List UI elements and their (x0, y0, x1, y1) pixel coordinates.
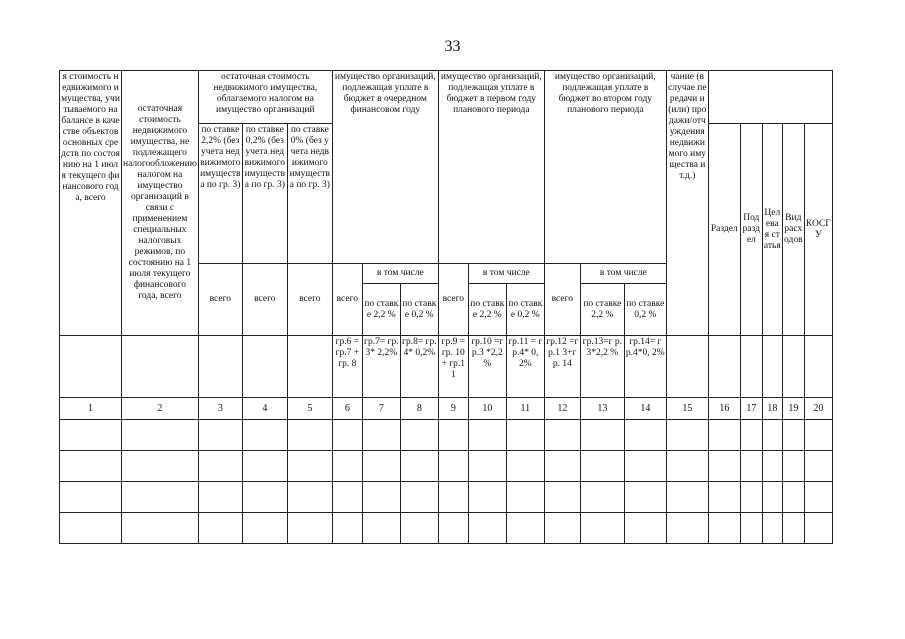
table-row (60, 513, 833, 544)
table-cell[interactable] (544, 420, 580, 451)
header-stavka-7: по ставке 2,2 % (362, 284, 400, 336)
header-v-tom-chisle-12: в том числе (580, 264, 666, 284)
table-cell[interactable] (468, 451, 506, 482)
table-cell[interactable] (242, 420, 287, 451)
table-cell[interactable] (666, 482, 708, 513)
table-cell[interactable] (762, 451, 782, 482)
formula-blank-4 (242, 336, 287, 398)
header-stavka-10: по ставке 2,2 % (468, 284, 506, 336)
formula-blank-18 (762, 336, 782, 398)
table-cell[interactable] (60, 513, 122, 544)
table-cell[interactable] (332, 420, 362, 451)
table-cell[interactable] (287, 513, 332, 544)
table-cell[interactable] (242, 451, 287, 482)
table-cell[interactable] (242, 482, 287, 513)
table-cell[interactable] (198, 482, 242, 513)
table-cell[interactable] (332, 513, 362, 544)
table-cell[interactable] (782, 513, 804, 544)
formula-gr7: гр.7= гр.3* 2,2% (362, 336, 400, 398)
formula-blank-3 (198, 336, 242, 398)
table-cell[interactable] (740, 513, 762, 544)
table-cell[interactable] (580, 451, 624, 482)
col-number-16: 16 (708, 398, 740, 420)
table-cell[interactable] (740, 482, 762, 513)
table-cell[interactable] (708, 482, 740, 513)
formula-blank-19 (782, 336, 804, 398)
formula-blank-16 (708, 336, 740, 398)
property-tax-table (59, 70, 833, 544)
column-number-row (60, 398, 833, 420)
table-cell[interactable] (506, 420, 544, 451)
table-cell[interactable] (438, 420, 468, 451)
header-col19: Вид расходов (782, 124, 804, 336)
table-cell[interactable] (762, 482, 782, 513)
table-cell[interactable] (362, 482, 400, 513)
table-cell[interactable] (287, 420, 332, 451)
formula-blank-5 (287, 336, 332, 398)
header-col18: Целевая статья (762, 124, 782, 336)
table-cell[interactable] (287, 451, 332, 482)
table-cell[interactable] (60, 451, 122, 482)
col-number-13: 13 (580, 398, 624, 420)
header-vsego-3: всего (198, 264, 242, 336)
header-col17: Подраздел (740, 124, 762, 336)
header-vsego-4: всего (242, 264, 287, 336)
table-cell[interactable] (782, 451, 804, 482)
table-cell[interactable] (666, 513, 708, 544)
col-number-14: 14 (624, 398, 666, 420)
formula-blank-20 (804, 336, 832, 398)
header-group-3-5: остаточная стоимость недвижимого имущества, облагаемого налогом на имущество организаций (198, 71, 332, 124)
table-cell[interactable] (544, 513, 580, 544)
formula-blank-17 (740, 336, 762, 398)
header-vsego-12: всего (544, 264, 580, 336)
header-group-9-11: имущество организаций, подлежащая уплате в бюджет в первом году планового периода (438, 71, 544, 264)
table-cell[interactable] (624, 420, 666, 451)
header-stavka-11: по ставке 0,2 % (506, 284, 544, 336)
header-v-tom-chisle-9: в том числе (468, 264, 544, 284)
table-cell[interactable] (362, 420, 400, 451)
table-cell[interactable] (740, 451, 762, 482)
header-stavka-13: по ставке 2,2 % (580, 284, 624, 336)
formula-gr8: гр.8= гр.4* 0,2% (400, 336, 438, 398)
header-col15: чание (в случае передачи и (или) продажи/отчуждения недвижимого имущества и т.д.) (666, 71, 708, 336)
table-cell[interactable] (544, 451, 580, 482)
header-group-6-8: имущество организаций, подлежащая уплате в бюджет в очередном финансовом году (332, 71, 438, 264)
header-col16: Раздел (708, 124, 740, 336)
table-row (60, 482, 833, 513)
table-cell[interactable] (198, 451, 242, 482)
formula-gr9: гр.9 =гр. 10+ гр.1 1 (438, 336, 468, 398)
table-cell[interactable] (804, 451, 832, 482)
table-cell[interactable] (666, 420, 708, 451)
table-cell[interactable] (242, 513, 287, 544)
col-number-19: 19 (782, 398, 804, 420)
table-cell[interactable] (804, 513, 832, 544)
table-cell[interactable] (122, 420, 199, 451)
table-cell[interactable] (332, 482, 362, 513)
table-cell[interactable] (400, 513, 438, 544)
col-number-8: 8 (400, 398, 438, 420)
table-cell[interactable] (666, 451, 708, 482)
table-cell[interactable] (580, 513, 624, 544)
table-cell[interactable] (624, 513, 666, 544)
header-col20: КОСГУ (804, 124, 832, 336)
header-vsego-6: всего (332, 264, 362, 336)
formula-gr10: гр.10 =гр.3 *2,2 % (468, 336, 506, 398)
col-number-5: 5 (287, 398, 332, 420)
table-cell[interactable] (580, 482, 624, 513)
header-stavka-14: по ставке 0,2 % (624, 284, 666, 336)
table-cell[interactable] (782, 482, 804, 513)
header-sub4: по ставке 0,2% (без учета недвижимого имущества по гр. 3) (242, 124, 287, 264)
table-cell[interactable] (438, 451, 468, 482)
col-number-3: 3 (198, 398, 242, 420)
formula-gr14: гр.14= гр.4*0, 2% (624, 336, 666, 398)
table-cell[interactable] (122, 482, 199, 513)
header-vsego-5: всего (287, 264, 332, 336)
table-cell[interactable] (400, 482, 438, 513)
table-cell[interactable] (762, 513, 782, 544)
table-cell[interactable] (198, 513, 242, 544)
header-group-12-14: имущество организаций, подлежащая уплате в бюджет во втором году планового периода (544, 71, 666, 264)
col-number-20: 20 (804, 398, 832, 420)
table-row (60, 451, 833, 482)
col-number-11: 11 (506, 398, 544, 420)
table-cell[interactable] (438, 482, 468, 513)
header-stavka-8: по ставке 0,2 % (400, 284, 438, 336)
col-number-18: 18 (762, 398, 782, 420)
header-col1: я стоимость недвижимого имущества, учитываемого на балансе в качестве объектов основных средств по состоянию на 1 июля текущего финансового года, всего (60, 71, 122, 336)
empty-rows-body (60, 420, 833, 544)
table-cell[interactable] (468, 482, 506, 513)
table-cell[interactable] (438, 513, 468, 544)
table-cell[interactable] (362, 513, 400, 544)
table-cell[interactable] (468, 420, 506, 451)
formula-blank-2 (122, 336, 199, 398)
table-cell[interactable] (60, 420, 122, 451)
col-number-9: 9 (438, 398, 468, 420)
col-number-4: 4 (242, 398, 287, 420)
col-number-17: 17 (740, 398, 762, 420)
formula-blank-1 (60, 336, 122, 398)
table-cell[interactable] (804, 482, 832, 513)
table-row (60, 420, 833, 451)
formula-gr12: гр.12 =гр.1 3+гр. 14 (544, 336, 580, 398)
table-cell[interactable] (740, 420, 762, 451)
table-cell[interactable] (198, 420, 242, 451)
formula-blank-15 (666, 336, 708, 398)
formula-gr6: гр.6 = гр.7 +гр. 8 (332, 336, 362, 398)
header-col2: остаточная стоимость недвижимого имущества, не подлежащего налогообложению налогом на имущество организаций в связи с применением специальных налоговых режимов, по состоянию на 1 июля текущего финансового года, всего (122, 71, 199, 336)
header-sub5: по ставке 0% (без учета недвижимого имущества по гр. 3) (287, 124, 332, 264)
table-cell[interactable] (708, 451, 740, 482)
table-cell[interactable] (708, 420, 740, 451)
col-number-2: 2 (122, 398, 199, 420)
col-number-7: 7 (362, 398, 400, 420)
table-cell[interactable] (804, 420, 832, 451)
col-number-12: 12 (544, 398, 580, 420)
table-cell[interactable] (762, 420, 782, 451)
table-cell[interactable] (60, 482, 122, 513)
table-cell[interactable] (624, 482, 666, 513)
table-cell[interactable] (122, 513, 199, 544)
table-cell[interactable] (362, 451, 400, 482)
table-cell[interactable] (782, 420, 804, 451)
table-cell[interactable] (580, 420, 624, 451)
table-cell[interactable] (400, 420, 438, 451)
table-cell[interactable] (122, 451, 199, 482)
col-number-6: 6 (332, 398, 362, 420)
col-number-1: 1 (60, 398, 122, 420)
col-number-15: 15 (666, 398, 708, 420)
table-cell[interactable] (708, 513, 740, 544)
table-cell[interactable] (400, 451, 438, 482)
page-number: 33 (444, 38, 461, 55)
header-v-tom-chisle-6: в том числе (362, 264, 438, 284)
header-top-blank (708, 71, 832, 124)
budget-table-container (59, 70, 833, 544)
formula-gr11: гр.11 = гр.4* 0,2% (506, 336, 544, 398)
header-sub3: по ставке 2,2% (без учета недвижимого имущества по гр. 3) (198, 124, 242, 264)
table-cell[interactable] (287, 482, 332, 513)
table-cell[interactable] (544, 482, 580, 513)
table-cell[interactable] (332, 451, 362, 482)
table-cell[interactable] (624, 451, 666, 482)
table-cell[interactable] (506, 451, 544, 482)
table-cell[interactable] (468, 513, 506, 544)
table-cell[interactable] (506, 482, 544, 513)
header-vsego-9: всего (438, 264, 468, 336)
table-cell[interactable] (506, 513, 544, 544)
formula-gr13: гр.13=г р.3*2,2 % (580, 336, 624, 398)
col-number-10: 10 (468, 398, 506, 420)
